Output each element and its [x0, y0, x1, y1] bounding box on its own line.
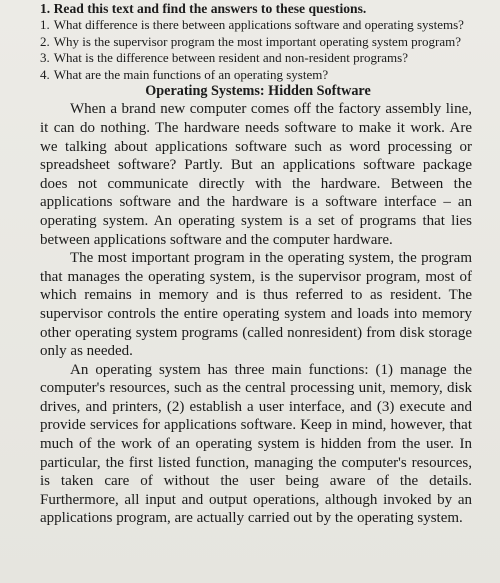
question-text: What difference is there between applications software and operating systems?	[53, 17, 464, 32]
question-list	[40, 17, 472, 83]
question-item	[40, 34, 472, 51]
article-paragraph: The most important program in the operating system, the program that manages the operating system, is the supervisor program, most of which remains in memory and is thus referred to as resident. The supervisor controls the entire operating system and loads into memory other operating system programs (called nonresident) from disk storage only as needed.	[40, 250, 472, 360]
question-text: Why is the supervisor program the most important operating system program?	[53, 33, 461, 49]
question-number: 3.	[40, 50, 50, 66]
question-item	[40, 17, 472, 34]
question-item	[40, 50, 472, 67]
question-text: What is the difference between resident and non-resident programs?	[53, 50, 408, 66]
question-item	[40, 67, 472, 84]
question-number: 4.	[40, 66, 50, 82]
question-text: What are the main functions of an operating system?	[53, 66, 329, 82]
article-paragraph: When a brand new computer comes off the factory assembly line, it can do nothing. The hardware needs software to make it work. Are we talking about applications software such as word processing or spreadsheet software? Partly. But an applications software package does not communicate directly with the hardware. Between the applications software and the hardware is a software interface – an operating system. An operating system is a set of programs that lies between applications software and the computer hardware.	[40, 101, 472, 248]
task-title: 1. Read this text and find the answers to these questions.	[40, 1, 367, 16]
question-number: 1.	[40, 17, 50, 32]
article-paragraph: An operating system has three main functions: (1) manage the computer's resources, such as the central processing unit, memory, disk drives, and printers, (2) establish a user interface, and (3) execute and provide services for applications software. Keep in mind, however, that much of the work of an operating system is hidden from the user. In particular, the first listed function, managing the computer's resources, is taken care of without the user being aware of the details. Furthermore, all input and output operations, although invoked by an applications program, are actually carried out by the operating system.	[40, 361, 472, 527]
question-number: 2.	[40, 33, 50, 49]
article-title: Operating Systems: Hidden Software	[145, 83, 371, 100]
